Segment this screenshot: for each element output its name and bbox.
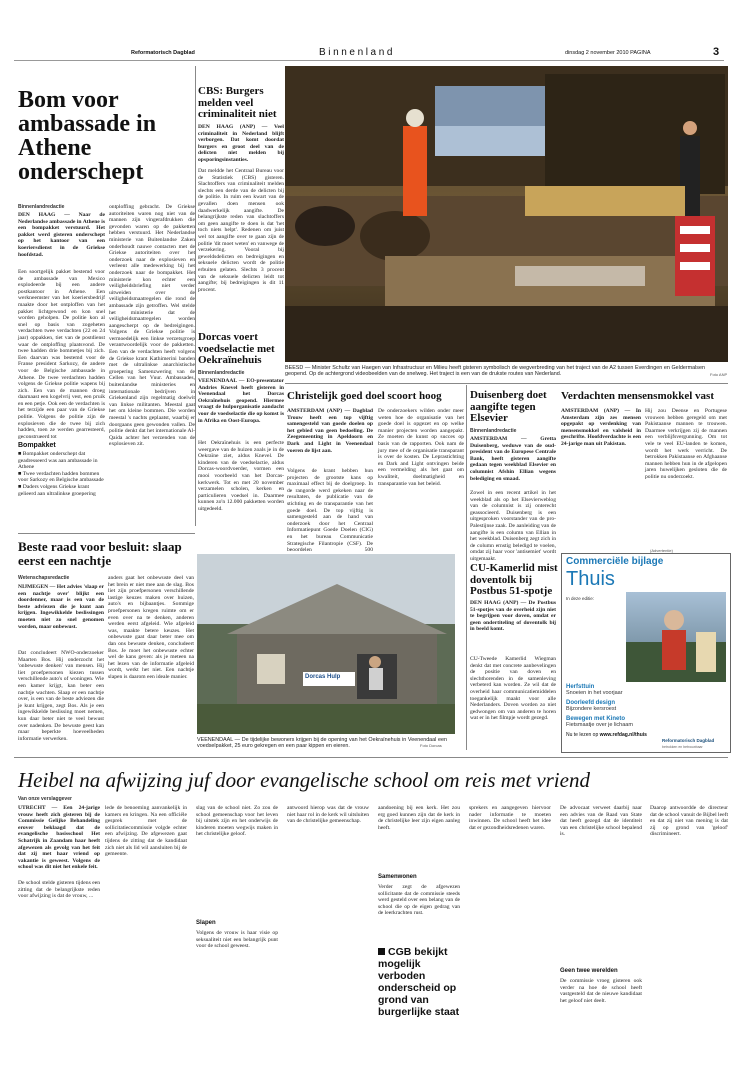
duisenberg-body: Zowel in een recent artikel in het weekblad als op het Elsevierweblog van de columnist is zij onterecht geassocieerd. Duisenberg is een uitgesproken voorstander van de pro-Palestijnse zaak. De aanleiding van de aangifte is een column van Ellian in het weekblad. Duisenberg zegt zich in de column ernstig beledigd te voelen, omdat zij haar voor 'antisemiet' wordt uitgemaakt. (470, 490, 556, 562)
ad-logo (662, 738, 714, 743)
ad-item-title: Doorleefd design (566, 700, 616, 706)
beste-raad-body-col1: Dat concludeert NWO-onderzoeker Maarten Bos. Hij onderzocht het 'onbewuste denken' van mensen. Hij liet proefpersonen kiezen tussen verschillende auto's of woningen. Wie een kamer krijgt, kan beter een nachtje wachten. Slaap er een nachtje over, is een van de beste adviezen die je kunt krijgen, zegt Bos. Als je een ingewikkelde beslissing moet nemen, kun daar beter niet te veel bewust over nadenken. De bewuste geest kan maar beperkte hoeveelheden informatie verwerken. (18, 650, 104, 742)
heibel-highlight-box (378, 946, 462, 1018)
heibel-headline: Heibel na afwijzing juf door evangelische school om reis met vriend (18, 768, 590, 792)
christelijk-body-col1: Volgens de krant hebben hun projecten de grootste kans op maximaal effect bij de doelgroep. In de rangorde werd gekeken naar de resultaten, de publicatie van de stichting en de transparantie van het goede doel. De top vijftig is samengesteld aan de hand van onderzoek door het Centraal Informatiepunt Goede Doelen (CIG) en het bureau Communicatie Strategische Filantropie (CSF). De beoordelen 500 (287, 468, 373, 554)
heibel-body-col1: De school stelde gisteren tijdens een zitting dat de belangrijkste reden voor afwijzing is dat de vrouw, ... (18, 880, 100, 900)
athene-body-col1: Een soortgelijk pakket bestemd voor de ambassade van Mexico explodeerde bij een andere postkantoor in Athene. Een werkneemster van het koeriersbedrijf maakte door het ontploffen van het pakket lichtgewond en kon snel worden geholpen. De politie kon al snel op basis van zogeheten verdachten twee verdachten (22 en 24 jaar) oppakken, tiet van de postdienst waar de ontploffing plaatsvond. De twee hadden drie bommetjes bij zich. Een daarvan was bestemd voor de Franse president Sarkozy, de andere voor de Belgische ambassade in Athene. De twee verdachten hadden volgens de Griekse politie wapens bij zich. Een van de mannen droeg daarnaast een kogelvrij vest, een pruik en een petje. Ook een de verdachten is het terzijde een paar van de Griekse politie. Volgens de politie zijn de explosieven die de twee bij zich hadden, toen ze werden gearresteerd, geconstrueerd tot (18, 269, 105, 440)
beste-raad-lead: NIJMEGEN — Het advies 'slaap er een nachtje over' blijkt een doordenner, maar is een van de beste adviezen die je kunt aan krijgen. Ingewikkelde beslissingen moeten niet zo snel genomen worden, maar onbewust. (18, 584, 104, 630)
christelijk-body-col2: De onderzoekers wilden onder meer weten hoe de organisatie van het goede doel is opgezet en op welke manier projecten worden aangepakt. Ze moeten de kunst op succes op basis van de rapporten. Ook nam de jury mee of de organisatie transparant is over de kosten. De Leprastichting en Dark and Light ontvingen beide een vermelding als het gaat om kwaliteit, doelmatigheid en transparantie van het beleid. (378, 408, 464, 487)
heibel-subhead: Slapen (196, 920, 216, 926)
ad-heading: Commerciële bijlage (566, 556, 664, 567)
heibel-body-col7: De advocaat verweet daarbij naar een advies van de Raad van State dat heeft gezegd dat de identiteit van een christelijke school bepalend is. (560, 805, 642, 838)
ad-cta: Nu te lezen op www.refdag.nl/thuis (566, 732, 647, 738)
cu-body: CU-Tweede Kamerlid Wiegman denkt dat met concrete aanbevelingen de positie van doven en slechthorenden in de samenleving verbeterd kan worden. Ze wil dat de overheid haar communicatiemiddelen toegankelijk maakt voor alle Nederlanders. Doven worden zo niet gedwongen om van anderen te horen wat er in het filmpje wordt gezegd. (470, 656, 556, 722)
photo-highway-opening (285, 66, 728, 362)
masthead-section: Binnenland (319, 47, 396, 58)
beste-raad-headline: Beste raad voor besluit: slaap eerst een nachtje (18, 539, 182, 568)
cu-lead: DEN HAAG (ANP) — De Postbus 51-spotjes van de overheid zijn niet te begrijpen voor doven, omdat er geen ondertiteling of doventolk bij in beeld komt. (470, 600, 556, 633)
dorcas-sign: Dorcas Hulp (305, 674, 341, 680)
cbs-lead: DEN HAAG (ANP) — Veel criminaliteit in Nederland blijft verborgen. Dat komt doordat burgers en groot deel van de delicten niet melden bij opsporingsinstanties. (198, 124, 284, 163)
heibel-body-col3: slag van de school niet. Zo zou de school gemeenschap voor het leven bij uitstek zijn en het onderwijs de kinderen moeten wegwijs maken in het christelijke geloof. (196, 805, 278, 838)
heibel-subhead: Geen twee werelden (560, 968, 618, 974)
heibel-lead: UTRECHT — Een 24-jarige vrouw heeft zich gisteren bij de Commissie Gelijke Behandeling erover beklaagd dat de evangelische basisschool Het Schatrijk in Zaandam haar heeft afgewezen als gevolg van het feit dat zij met haar vriend op vakantie is geweest. Volgens de school was dit niet het enkele feit. (18, 805, 100, 871)
christelijk-headline: Christelijk goed doel scoort hoog (287, 390, 442, 402)
ad-item-title: Bewegen met Kineto (566, 716, 626, 722)
heibel-body-col8: Daarop antwoordde de directeur dat de school vanuit de Bijbel leeft en dat zij niet van mening is dat zij op grond van 'geloof' discrimineert. (650, 805, 728, 838)
heibel-byline: Van onze verslaggever (18, 796, 72, 802)
beste-raad-body-col2: anders gaat het onbewuste deel van het brein er niet mee aan de slag. Bos liet zijn proefpersonen verschillende lastige keuzes maken over huizen, auto's en bijbaantjes. Sommige proefpersonen kregen ruimte om er even over na te denken, anderen werden eerst afgeleid. Wie afgeleid was, maakte betere keuzes. Het onbewuste gaat daar beter mee om dan ons bewuste denken, concludeert Bos. Je moet het onbewuste echter wel de kans geven: als je meteen na het lezen van de informatie afgeleid wordt, werkt het niet. Een nachtje slapen is daarom een ideale manier. (108, 575, 194, 680)
heibel-body-col2: lede de benoeming aanvankelijk in kamers en kringen. Na een officiële gesprek met de sollicitatiecommissie volgde echter een afwijzing. De afgewezen gaat tijdens de zitting dat de kandidaat zich niet als lid wil aansluiten bij de gemeente. (105, 805, 187, 858)
heibel-body-col5: aandoening bij een kerk. Het zou erg goed kunnen zijn dat de kerk in de christelijke leer zijn eigen aanleg heeft. (378, 805, 460, 831)
photo-highway-scene (285, 66, 728, 362)
ad-slogan: betrokken en betrouwbaar (662, 745, 703, 749)
cbs-body: Dat meldde het Centraal Bureau voor de Statistiek (CBS) gisteren. Slachtoffers van criminaliteit melden slechts een derde van de delicten bij de politie. In ruim een kwart van de gevallen doen mensen ook daadwerkelijk aangifte. De belangrijkste reden van slachtoffers om geen aangifte te doen is dat 'het toch niets helpt'. Redenen om juist wel tot aangifte over te gaan zijn de politie 'dit moet weten' en vanwege de verzekering. Vooral bij geweldsdelicten en bedreigingen en seksuele delicten wordt de politie erbuiten gelaten. Slechts 3 procent van de seksuele delicten leidt tot aangifte; bij bedreigingen is dit 11 procent. (198, 168, 284, 293)
athene-byline: Binnenlandredactie (18, 204, 65, 210)
athene-factbox (18, 442, 105, 497)
ad-item (566, 700, 726, 712)
ad-item-sub: Bijzondere kersroest (566, 706, 617, 712)
ad-title: Thuis (566, 568, 615, 590)
heibel-body-col3b: Volgens de vrouw is haar visie op seksualiteit niet een belangrijk punt voor de school geweest. (196, 930, 278, 950)
athene-lead: DEN HAAG — Naar de Nederlandse ambassade in Athene is een bompakket verstuurd. Het pakket werd gisteren onderschept op het kantoor van een koeriersdienst in de Griekse hoofdstad. (18, 212, 105, 258)
ad-photo-scene (626, 592, 726, 682)
photo-highway-credit: Foto ANP (710, 372, 728, 377)
athene-factbox-title: Bompakket (18, 442, 56, 449)
divider (18, 533, 195, 534)
photo-oekraine-credit: Foto Dorcas (420, 743, 442, 748)
divider (14, 757, 728, 758)
duisenberg-headline: Duisenberg doet aangifte tegen Elsevier (470, 389, 547, 424)
ad-intro: In deze editie: (566, 596, 595, 601)
page-number: 3 (713, 46, 720, 58)
verdachten-headline: Verdachten mensensmokkel vast (561, 390, 714, 402)
dorcas-body: Het Oekraïnehuis is een perfecte weergave van de huizen zoals je in de Oekraïne ziet, aldus Knevel. De kinderen van de voedselactie, aldus Dorcas-woordvoerder, vormen een mooi voorbeeld van het Dorcas-kerkwerk. Tot en met 20 november verzamelen scholen, kerken en particulieren voedsel in. Daarmee kunnen zo'n 12.000 pakketten worden uitgedeeld. (198, 440, 284, 512)
cu-headline: CU-Kamerlid mist doventolk bij Postbus 51-spotje (470, 562, 558, 597)
ad-item-sub: Snoeien in het voorjaar (566, 690, 623, 696)
ad-item-sub: Fietsmaatje over je lichaam (566, 722, 633, 728)
ad-logo-name: Reformatorisch Dagblad (662, 738, 715, 743)
masthead-paper-name: Reformatorisch Dagblad (131, 50, 195, 56)
masthead (14, 46, 724, 61)
ad-photo (626, 592, 726, 682)
beste-raad-byline: Wetenschapsredactie (18, 575, 70, 581)
photo-oekraine-scene (197, 554, 455, 734)
christelijk-lead: AMSTERDAM (ANP) — Dagblad Trouw heeft een top vijftig samengesteld van goede doelen op het gebied van geen bedoeling. De Zeegemeenting in Apeldoorn en Dark and Light in Veenendaal voeren de lijst aan. (287, 408, 373, 454)
heibel-subhead: Samenwonen (378, 874, 417, 880)
duisenberg-lead: AMSTERDAM — Gretta Duisenberg, weduwe van de oud-president van de Europese Centrale Bank, heeft gisteren aangifte gedaan tegen weekblad Elsevier en columnist Afshin Ellian wegens belediging en smaad. (470, 436, 556, 482)
duisenberg-byline: Binnenlandredactie (470, 428, 517, 434)
cbs-headline: CBS: Burgers melden veel criminaliteit niet (198, 85, 277, 120)
ad-item-title: Herfsttuin (566, 684, 595, 690)
athene-factbox-item: ■ Twee verdachten hadden bommen voor Sarkozy en Belgische ambassade (18, 470, 104, 484)
verdachten-body: Hij zou Deense en Portugese vrouwen hebben geregeld om met Pakistaanse mannen te trouwen. Daarmee verkrijgen zij de mannen een verblijfsvergunning. Om tot vele te veel EU-landen te komen, wordt het werk verricht. De betrokken Pakistaanse en Afghaanse mannen hebben hun in de afgelopen jaren huwelijken gesloten die de politie nu onderzoekt. (645, 408, 727, 480)
athene-factbox-item: ■ Daders volgens Griekse krant gelieerd aan ultralinkse groepering (18, 483, 96, 497)
dorcas-headline: Dorcas voert voedselactie met Oekraïnehuis (198, 331, 275, 366)
athene-headline: Bom voor ambassade in Athene onderschept (18, 87, 157, 185)
photo-highway-caption: BEESD — Minister Schultz van Haegen van Infrastructuur en Milieu heeft gisteren symbolisch de wegverbreding van het traject van de A2 tussen Everdingen en Geldermalsen geopend. Op de achtergrond videobeelden van de snelweg. Het traject is een van de drukste routes van Nederland. (285, 365, 705, 378)
heibel-body-col4: antwoord hierop was dat de vrouw niet haar rol in de kerk wil uitsluiten van de christelijke gemeenschap. (287, 805, 369, 825)
dorcas-byline: Binnenlandredactie (198, 370, 245, 376)
divider (195, 66, 196, 526)
masthead-date: dinsdag 2 november 2010 PAGINA (565, 50, 651, 56)
heibel-body-col5b: Verder zegt de afgewezen sollicitante dat de commissie steeds werd gesteld over een belang van de school die op de eigen gedrag van de leerkrachten rust. (378, 884, 460, 917)
heibel-body-col6: sprekers en aangegeven hiervoor nader informatie te moeten inwinnen. De school heeft het idee dat er gezondheidsredenen waren. (469, 805, 551, 831)
athene-factbox-item: ■ Bompakket onderschept dat geadresseerd was aan ambassade in Athene (18, 451, 98, 471)
thuis-advertisement[interactable] (561, 553, 731, 753)
photo-oekraine-house (197, 554, 455, 734)
ad-item (566, 716, 726, 728)
divider (285, 383, 728, 384)
ad-item (566, 684, 726, 696)
verdachten-lead: AMSTERDAM (ANP) — In Amsterdam zijn zes mensen opgepakt op verdenking van mensensmokkel en valsheid in geschrifte. Hoofdverdachte is een 24-jarige man uit Pakistan. (561, 408, 641, 447)
photo-oekraine-caption: VEENENDAAL — De tijdelijke bewoners krijgen bij de opening van het Oekraïnehuis in Veenendaal een voedselpakket, 25 euro gekregen en een paar kippen en eieren. (197, 737, 447, 750)
divider (466, 385, 467, 750)
ad-url-link[interactable]: www.refdag.nl/thuis (599, 732, 647, 738)
heibel-highlight-title: CGB bekijkt mogelijk verboden onderscheid op grond van burgerlijke staat (378, 946, 460, 1018)
athene-body-col2: ontploffing gebracht. De Griekse autoriteiten waren nog niet van de mannen zijn vingerafdrukken die gevonden waren op de pakketten hebben verstuurd. Het Nederlandse ministerie van Buitenlandse Zaken onderhoudt nauwe contacten met de Griekse autoriteiten over het onderzoek naar de explosieven en verleent alle medewerking bij het onderzoek naar de bompakket. Het ministerie kon echter een veiligheidsbriefing niet verder uitweiden over de veiligheidsmaatregelen die rond de ambassade zijn getroffen. Wel stelde het ministerie dat de veiligheidsmaatregelen worden aangescherpt op de bedreigingen. Volgens de Griekse politie is vermoedelijk een linkse verzetsgroep verantwoordelijk voor de pakketten. Een van de verdachten heeft volgens de Griekse krant Kathimerini banden met de ultralinkse anarchistische groepering Samenzwering van de Cellen van het Vuur. Ambassades, buitenlandse ministeries en internationale bedrijven in Griekenland zijn regelmatig doelwit van linkse militanten. Meestal gaat het om kleine bommen. Die worden meestal 's nachts geplaatst, waarbij er doorgaans geen gewonden vallen. De politie denkt dat het internationale Al-Qaida achter het verzenden van de explosieven zit. (109, 204, 195, 448)
ad-tag: (Advertentie) (650, 548, 673, 553)
heibel-body-col7b: De commissie vroeg gisteren ook verder na hoe de school heeft vastgesteld dat de nieuwe kandidaat het geloof niet deelt. (560, 978, 642, 1004)
dorcas-lead: VEENENDAAL — EO-presentator Andries Knevel heeft gisteren in Veenendaal het Dorcas Oekraïnehuis geopend. Hiermee vraagt de hulporganisatie aandacht voor de voedselactie die op komst is in Afrika en Oost-Europa. (198, 378, 284, 424)
